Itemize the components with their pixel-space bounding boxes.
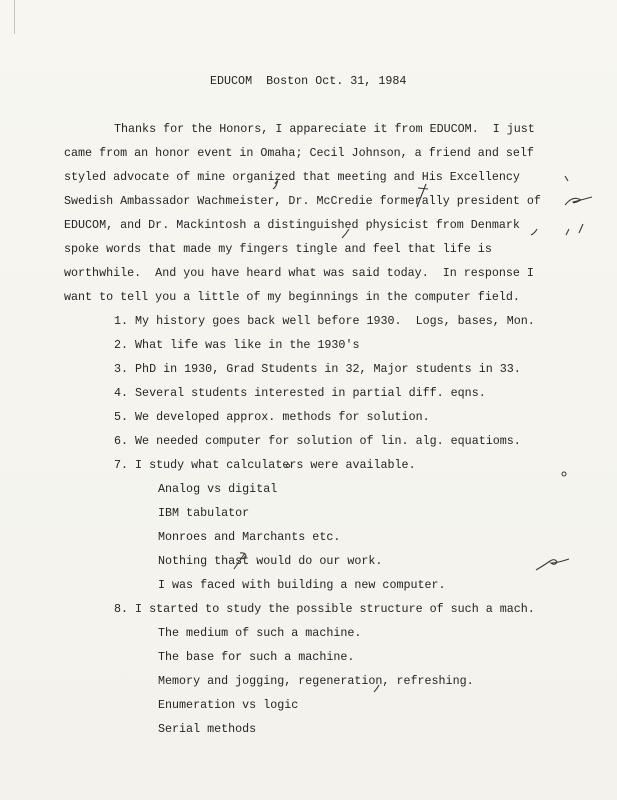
margin-comma-mark-1 bbox=[565, 176, 568, 181]
list-item-2: 2. What life was like in the 1930's bbox=[114, 338, 360, 352]
item8-subitem-1: The medium of such a machine. bbox=[158, 626, 362, 640]
list-item-5: 5. We developed approx. methods for solution. bbox=[114, 410, 430, 424]
margin-comma-mark-2 bbox=[566, 224, 583, 235]
list-item-1: 1. My history goes back well before 1930. Logs, bases, Mon. bbox=[114, 314, 535, 328]
item7-subitem-1: Analog vs digital bbox=[158, 482, 278, 496]
margin-circle-mark bbox=[562, 472, 566, 476]
paragraph-line-8: want to tell you a little of my beginnings in the computer field. bbox=[64, 290, 520, 304]
item7-subitem-2: IBM tabulator bbox=[158, 506, 250, 520]
item8-subitem-2: The base for such a machine. bbox=[158, 650, 355, 664]
paragraph-line-3: styled advocate of mine organized that meeting and His Excellency bbox=[64, 170, 520, 184]
margin-delete-mark bbox=[565, 197, 592, 205]
paragraph-line-5: EDUCOM, and Dr. Mackintosh a distinguished physicist from Denmark bbox=[64, 218, 520, 232]
paragraph-line-6: spoke words that made my fingers tingle and feel that life is bbox=[64, 242, 492, 256]
comma-insert-mark-3 bbox=[531, 229, 537, 235]
paragraph-line-2: came from an honor event in Omaha; Cecil Johnson, a friend and self bbox=[64, 146, 534, 160]
list-item-3: 3. PhD in 1930, Grad Students in 32, Major students in 33. bbox=[114, 362, 521, 376]
document-heading: EDUCOM Boston Oct. 31, 1984 bbox=[210, 74, 407, 88]
item8-subitem-3: Memory and jogging, regeneration, refreshing. bbox=[158, 674, 474, 688]
item7-subitem-3: Monroes and Marchants etc. bbox=[158, 530, 341, 544]
list-item-8: 8. I started to study the possible structure of such a mach. bbox=[114, 602, 535, 616]
margin-delete-mark-2 bbox=[536, 559, 569, 570]
item8-subitem-5: Serial methods bbox=[158, 722, 257, 736]
paragraph-line-1: Thanks for the Honors, I appareciate it from EDUCOM. I just bbox=[114, 122, 535, 136]
paragraph-line-4: Swedish Ambassador Wachmeister, Dr. McCredie formerally president of bbox=[64, 194, 541, 208]
item8-subitem-4: Enumeration vs logic bbox=[158, 698, 299, 712]
list-item-6: 6. We needed computer for solution of lin. alg. equatioms. bbox=[114, 434, 521, 448]
list-item-4: 4. Several students interested in partial diff. eqns. bbox=[114, 386, 486, 400]
list-item-7: 7. I study what calculaters were available. bbox=[114, 458, 416, 472]
item7-subitem-5: I was faced with building a new computer. bbox=[158, 578, 446, 592]
paragraph-line-7: worthwhile. And you have heard what was said today. In response I bbox=[64, 266, 534, 280]
edge-mark bbox=[14, 0, 15, 34]
item7-subitem-4: Nothing thast would do our work. bbox=[158, 554, 383, 568]
